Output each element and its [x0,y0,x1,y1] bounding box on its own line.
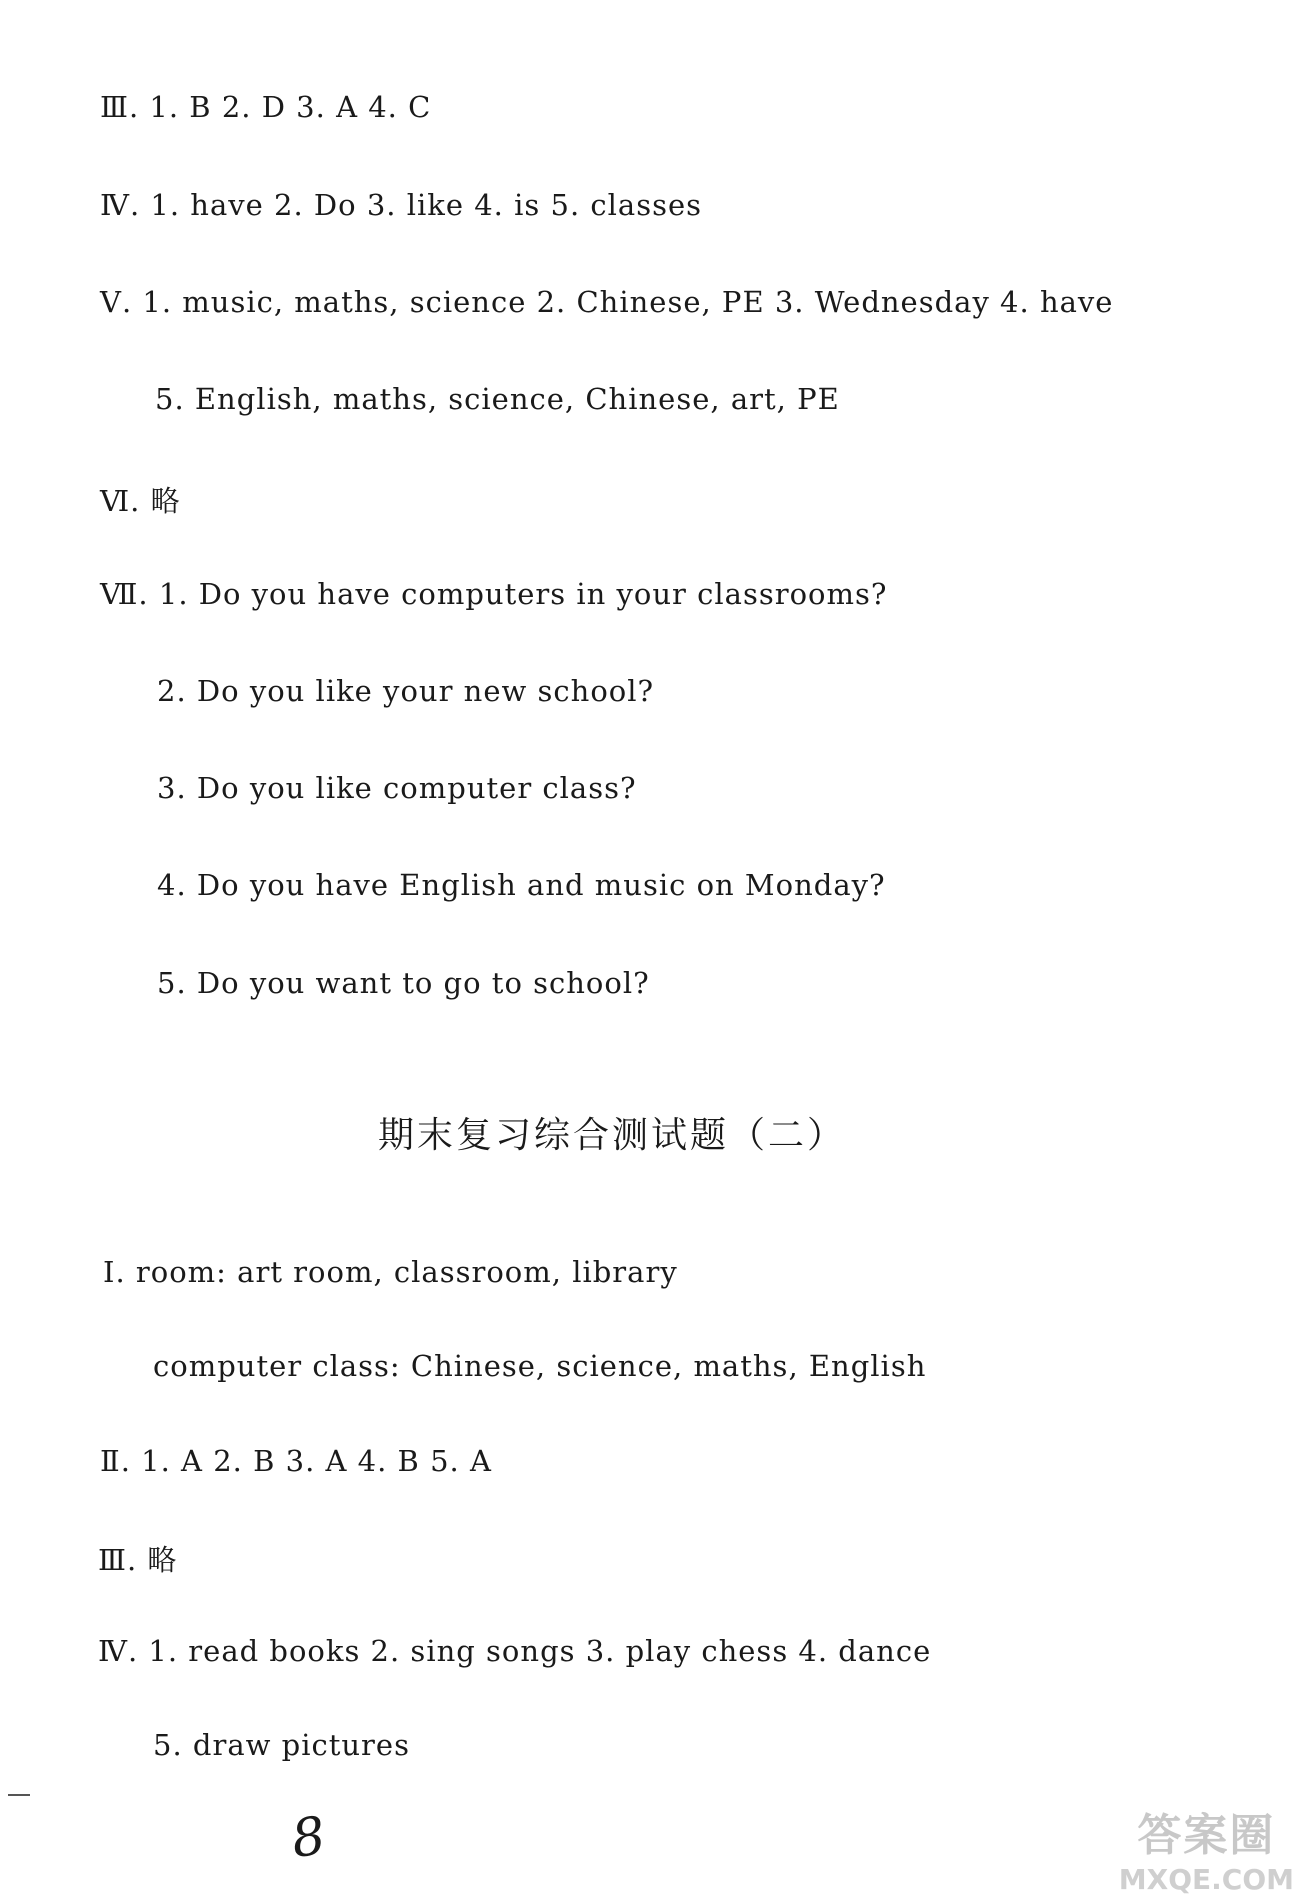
answer-line-s2-4a: Ⅳ. 1. read books 2. sing songs 3. play chess 4. dance [98,1634,932,1668]
page-number: 8 [287,1805,330,1871]
answer-line-5a: Ⅴ. 1. music, maths, science 2. Chinese, PE 3. Wednesday 4. have [100,285,1114,319]
answer-line-s2-2: Ⅱ. 1. A 2. B 3. A 4. B 5. A [100,1444,492,1478]
answer-line-4: Ⅳ. 1. have 2. Do 3. like 4. is 5. classes [100,188,702,222]
watermark-logo: 答案圈 [1137,1810,1276,1861]
answer-line-s2-1b: computer class: Chinese, science, maths, English [153,1349,927,1383]
answer-line-7a: Ⅶ. 1. Do you have computers in your classrooms? [100,577,888,611]
answer-line-s2-4b: 5. draw pictures [153,1728,410,1762]
answer-line-3: Ⅲ. 1. B 2. D 3. A 4. C [100,90,432,124]
answer-line-7b: 2. Do you like your new school? [157,674,655,708]
answer-line-5b: 5. English, maths, science, Chinese, art, PE [155,382,840,416]
section-title: 期末复习综合测试题（二） [378,1115,847,1156]
answer-line-6: Ⅵ. 略 [100,484,181,518]
watermark-url: MXQE.COM [1118,1863,1294,1896]
answer-line-7c: 3. Do you like computer class? [157,771,637,805]
answer-line-s2-3: Ⅲ. 略 [98,1543,178,1577]
margin-mark [8,1794,30,1796]
answer-line-s2-1a: Ⅰ. room: art room, classroom, library [103,1255,678,1289]
answer-line-7d: 4. Do you have English and music on Monday? [157,868,886,902]
answer-line-7e: 5. Do you want to go to school? [157,966,650,1000]
watermark [1119,1799,1294,1896]
